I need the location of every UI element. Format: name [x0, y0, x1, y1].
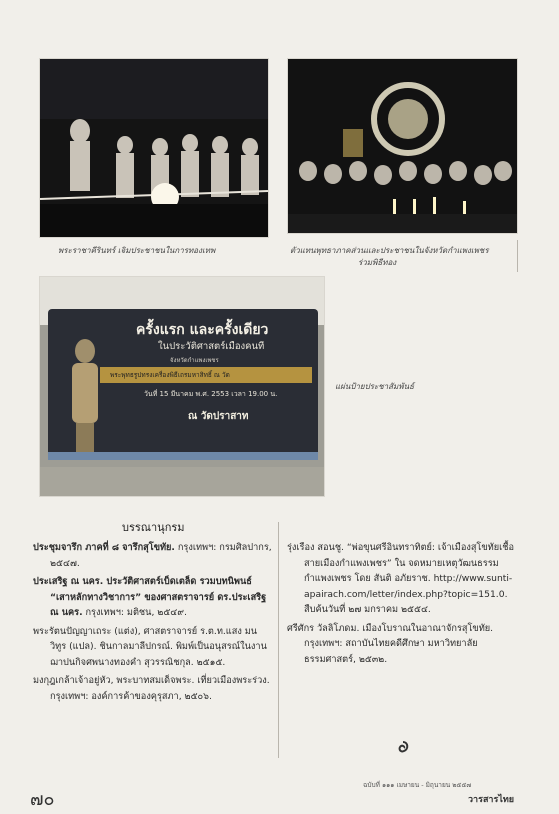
references-left-column — [33, 540, 273, 707]
magazine-name: วารสารไทย — [468, 795, 515, 805]
decorative-swirl — [396, 741, 410, 755]
page-number: ๗๐ — [30, 789, 55, 810]
banner-line5: วันที่ 15 มีนาคม พ.ศ. 2553 เวลา 19.00 น. — [144, 390, 278, 398]
photo-ceremony-left — [40, 59, 268, 237]
references-right-column — [287, 540, 523, 670]
ceremony-left-image — [40, 59, 268, 237]
banner-line2: ในประวัติศาสตร์เมืองคนที — [158, 341, 265, 352]
reference-item: ประชุมจารึก ภาคที่ ๘ จารึกสุโขทัย. กรุงเทพฯ: กรมศิลปากร, ๒๕๔๗. — [33, 542, 272, 569]
reference-item: ประเสริฐ ณ นคร. ประวัติศาสตร์เบ็ดเตล็ด รวมบทนิพนธ์ “เสาหลักทางวิชาการ” ของศาสตราจารย์ ดร.ประเสริฐ ณ นคร. กรุงเทพฯ: มติชน, ๒๕๔๙. — [33, 576, 267, 618]
column-divider — [278, 522, 279, 758]
caption-right-photo-line2: ร่วมพิธีทอง — [358, 258, 397, 267]
caption-banner: แผ่นป้ายประชาสัมพันธ์ — [335, 382, 414, 391]
photo-banner — [40, 277, 324, 496]
reference-item: รุ่งเรือง สอนชู. “พ่อขุนศรีอินทราทิตย์: เจ้าเมืองสุโขทัยเชื้อสายเมืองกำแพงเพชร” ใน จดหมายเหตุวัฒนธรรมกำแพงเพชร โดย สันติ อภัยราช. http://www.sunti-apairach.com/letter/index.php?topic=151.0. สืบค้นวันที่ ๒๗ มกราคม ๒๕๕๔. — [287, 542, 514, 615]
ceremony-right-image — [288, 59, 517, 233]
caption-right-photo-line1: ตัวแทนพุทธาภาคส่วนและประชาชนในจังหวัดกำแพงเพชร — [290, 246, 489, 255]
reference-item: ศรีศักร วัลลิโภดม. เมืองโบราณในอาณาจักรสุโขทัย. กรุงเทพฯ: สถาบันไทยคดีศึกษา มหาวิทยาลัยธรรมศาสตร์, ๒๕๓๒. — [287, 622, 494, 665]
banner-footer-bar — [48, 452, 318, 460]
banner-line6: ณ วัดปราสาท — [188, 411, 249, 422]
banner-line1: ครั้งแรก และครั้งเดียว — [136, 322, 269, 338]
banner-ground — [40, 467, 324, 496]
reference-item: มงกุฎเกล้าเจ้าอยู่หัว, พระบาทสมเด็จพระ. เที่ยวเมืองพระร่วง. กรุงเทพฯ: องค์การค้าของคุรุสภา, ๒๕๐๖. — [33, 675, 270, 702]
caption-left-photo: พระราชาคีรินทร์ เจิมประชาชนในการทองเทพ — [58, 246, 216, 255]
caption-divider — [517, 240, 518, 272]
banner-buddha-figure — [60, 337, 110, 457]
reference-item: พระรัตนปัญญาเถระ (แต่ง), ศาสตราจารย์ ร.ต.ท.แสง มนวิทูร (แปล). ชินกาลมาลีปกรณ์. พิมพ์เป็นอนุสรณ์ในงานฌาปนกิจศพนางทองคำ สุวรรณิชกุล. ๒๕๑๕. — [33, 625, 267, 668]
banner-line3: จังหวัดกำแพงเพชร — [170, 357, 219, 364]
issue-line: ฉบับที่ ๑๑๑ เมษายน - มิถุนายน ๒๕๕๗ — [363, 781, 472, 789]
photo-ceremony-right — [288, 59, 517, 233]
banner-line4: พระพุทธรูปทรงเครื่องพิธีเถรมหาสิทธิ์ ณ วัด — [110, 371, 230, 379]
references-heading: บรรณานุกรม — [122, 521, 185, 534]
